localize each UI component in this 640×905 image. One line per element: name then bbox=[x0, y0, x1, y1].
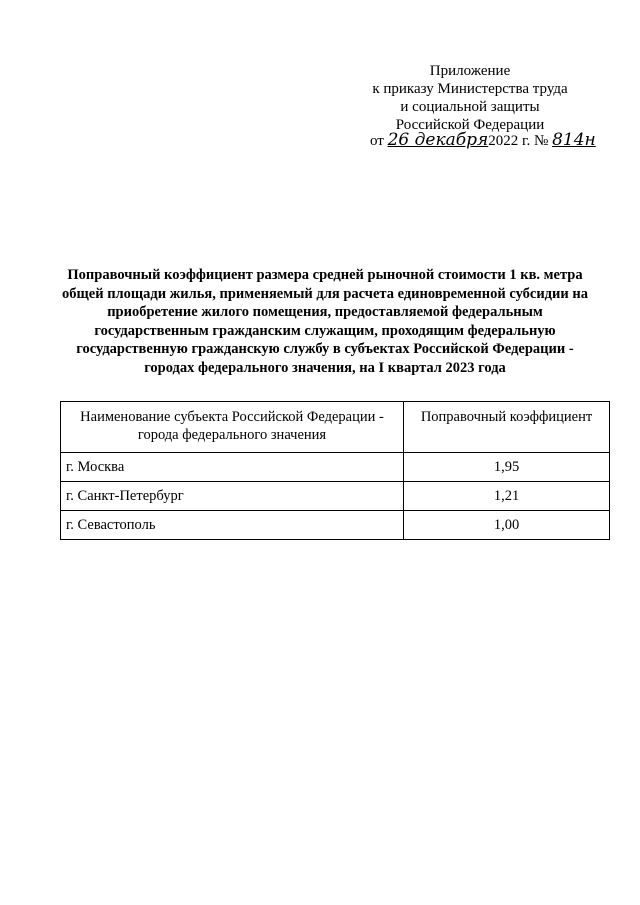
appendix-line: Приложение bbox=[429, 63, 511, 79]
title-line: городах федерального значения, на I квартал 2023 года bbox=[144, 359, 506, 376]
order-prefix: от bbox=[370, 133, 384, 149]
order-number-label: г. № bbox=[522, 133, 549, 149]
title-line: приобретение жилого помещения, предоставляемой федеральным bbox=[107, 304, 543, 320]
cell-coefficient: 1,00 bbox=[404, 511, 610, 540]
appendix-line: к приказу Министерства труда bbox=[372, 81, 568, 97]
cell-coefficient: 1,95 bbox=[404, 453, 610, 482]
header-coefficient: Поправочный коэффициент bbox=[404, 402, 610, 453]
cell-subject: г. Санкт-Петербург bbox=[61, 482, 404, 511]
title-line: общей площади жилья, применяемый для расчета единовременной субсидии на bbox=[62, 285, 588, 302]
order-date-handwritten: 26 декабря bbox=[387, 130, 489, 150]
table-row bbox=[61, 511, 610, 540]
title-line: государственным гражданским служащим, проходящим федеральную bbox=[94, 322, 556, 339]
cell-subject: г. Севастополь bbox=[61, 511, 404, 540]
order-year: 2022 bbox=[488, 133, 519, 149]
coefficient-table bbox=[60, 401, 610, 540]
order-number-handwritten: 814н bbox=[552, 130, 596, 150]
document-title bbox=[45, 266, 605, 377]
table-header-row bbox=[61, 402, 610, 453]
appendix-line: Российской Федерации bbox=[395, 117, 545, 133]
order-reference bbox=[370, 130, 610, 150]
title-line: Поправочный коэффициент размера средней рыночной стоимости 1 кв. метра bbox=[67, 267, 583, 283]
header-subject: Наименование субъекта Российской Федерации - города федерального значения bbox=[61, 402, 404, 453]
appendix-block bbox=[340, 62, 600, 134]
cell-coefficient: 1,21 bbox=[404, 482, 610, 511]
table-row bbox=[61, 482, 610, 511]
cell-subject: г. Москва bbox=[61, 453, 404, 482]
appendix-line: и социальной защиты bbox=[400, 99, 540, 115]
table-row bbox=[61, 453, 610, 482]
title-line: государственную гражданскую службу в субъектах Российской Федерации - bbox=[76, 341, 574, 357]
